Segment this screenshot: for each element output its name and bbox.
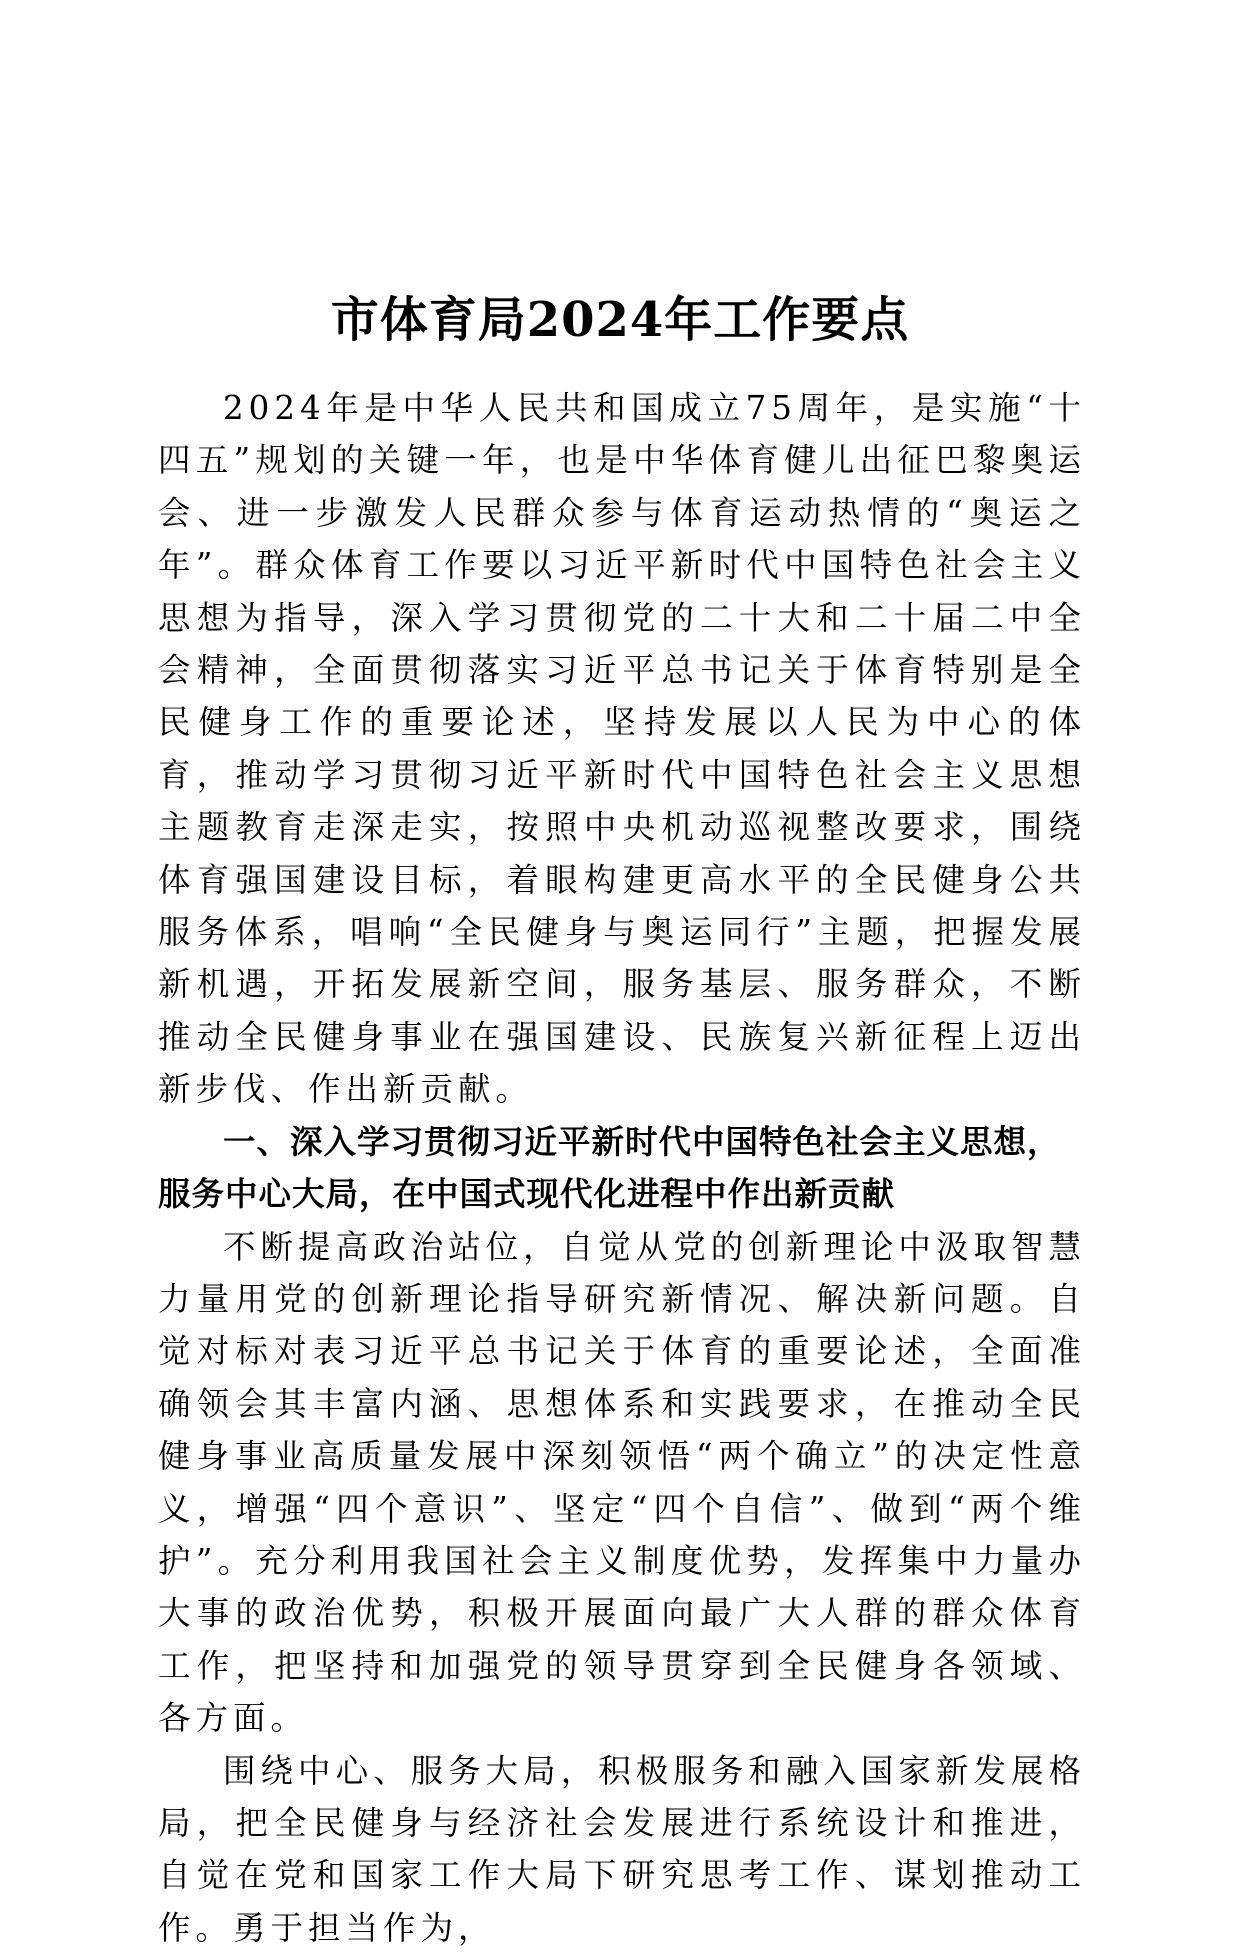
intro-paragraph: 2024年是中华人民共和国成立75周年，是实施“十四五”规划的关键一年，也是中华体育健儿出征巴黎奥运会、进一步激发人民群众参与体育运动热情的“奥运之年”。群众体育工作要以习近平新时代中国特色社会主义思想为指导，深入学习贯彻党的二十大和二十届二中全会精神，全面贯彻落实习近平总书记关于体育特别是全民健身工作的重要论述，坚持发展以人民为中心的体育，推动学习贯彻习近平新时代中国特色社会主义思想主题教育走深走实，按照中央机动巡视整改要求，围绕体育强国建设目标，着眼构建更高水平的全民健身公共服务体系，唱响“全民健身与奥运同行”主题，把握发展新机遇，开拓发展新空间，服务基层、服务群众，不断推动全民健身事业在强国建设、民族复兴新征程上迈出新步伐、作出新贡献。 [158, 389, 1086, 1109]
section1-paragraph-2: 围绕中心、服务大局，积极服务和融入国家新发展格局，把全民健身与经济社会发展进行系统设计和推进，自觉在党和国家工作大局下研究思考工作、谋划推动工作。勇于担当作为， [158, 1751, 1086, 1947]
section-heading-1: 一、深入学习贯彻习近平新时代中国特色社会主义思想，服务中心大局，在中国式现代化进程中作出新贡献 [158, 1122, 1061, 1214]
document-body [158, 382, 1086, 1954]
document-title: 市体育局2024年工作要点 [330, 292, 910, 349]
section1-paragraph-1: 不断提高政治站位，自觉从党的创新理论中汲取智慧力量用党的创新理论指导研究新情况、解决新问题。自觉对标对表习近平总书记关于体育的重要论述，全面准确领会其丰富内涵、思想体系和实践要求，在推动全民健身事业高质量发展中深刻领悟“两个确立”的决定性意义，增强“四个意识”、坚定“四个自信”、做到“两个维护”。充分利用我国社会主义制度优势，发挥集中力量办大事的政治优势，积极开展面向最广大人群的群众体育工作，把坚持和加强党的领导贯穿到全民健身各领域、各方面。 [158, 1227, 1086, 1738]
